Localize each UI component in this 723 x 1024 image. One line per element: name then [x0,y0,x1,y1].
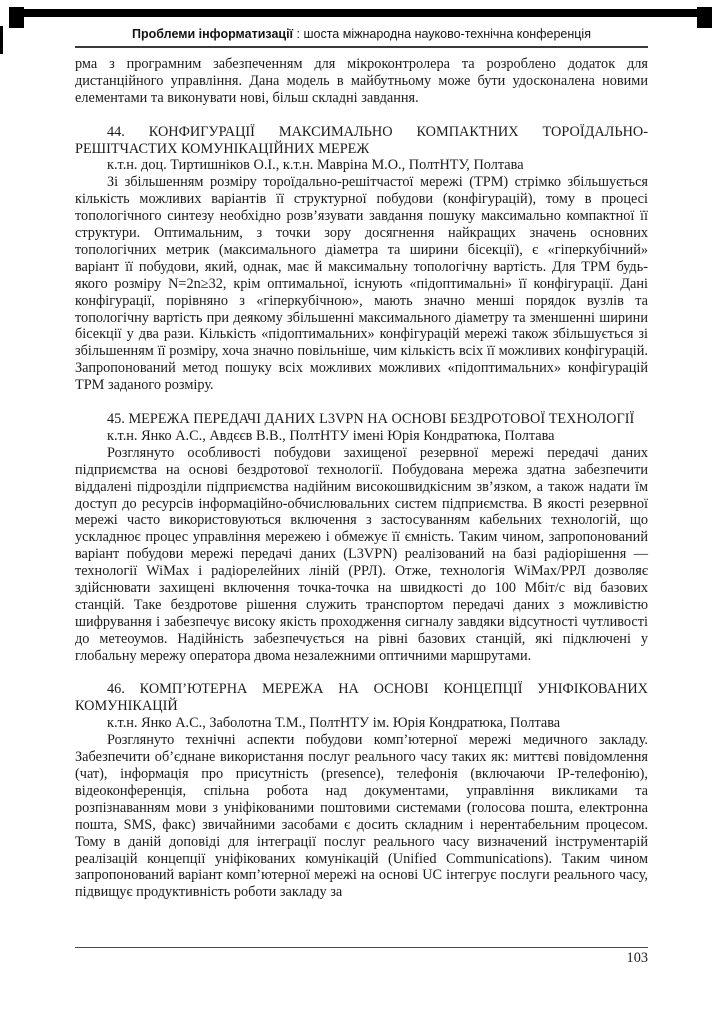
footer-rule [75,947,648,948]
section-46-authors: к.т.н. Янко А.С., Заболотна Т.М., ПолтНТУ ім. Юрія Кондратюка, Полтава [107,715,561,732]
header-rule [75,46,648,48]
section-44-authors: к.т.н. доц. Тиртишніков О.І., к.т.н. Мавріна М.О., ПолтНТУ, Полтава [107,157,524,174]
running-header-journal-title: Проблеми інформатизації [132,27,294,41]
abstract-section-46 [75,681,648,901]
scan-edge-top-bar [11,9,710,17]
running-header-conference-subtitle: : шоста міжнародна науково-технічна конференція [293,27,591,41]
running-header [75,27,648,42]
abstract-section-44 [75,124,648,395]
section-45-abstract: Розглянуто особливості побудови захищеної резервної мережі передачі даних підприємства на основі бездротової технології. Побудована мережа здатна забезпечити віддалені підрозділи підприємства надійним високошвидкісним зв’язком, а також надати їм доступ до ресурсів інформаційно-обчислювальних систем підприємства. В якості резервної мережі часто використовуються включення з застосуванням кабельних технологій, що ускладнює процес управління мережею і обмежує її ємність. Таким чином, запропонований варіант побудови мережі передачі даних (L3VPN) реалізований на базі радіорішення — технології WiMax і радіорелейних ліній (РРЛ). Отже, технологія WiMax/РРЛ дозволяє здійснювати захищені включення точка-точка на швидкості до 100 Мбіт/с від базових станцій. Таке бездротове рішення служить транспортом передачі даних з можливістю шифрування і забезпечує високу якість проходження сигналу завдяки відсутності чутливості до метеоумов. Надійність забезпечується на рівні базових станцій, які підключені у глобальну мережу оператора двома незалежними оптичними маршрутами. [75,444,648,664]
scan-edge-top-left-corner [9,7,24,28]
section-45-title: 45. МЕРЕЖА ПЕРЕДАЧІ ДАНИХ L3VPN НА ОСНОВІ БЕЗДРОТОВОЇ ТЕХНОЛОГІЇ [107,411,635,427]
page-body-text [75,56,648,901]
continuation-paragraph: рма з програмним забезпеченням для мікроконтролера та розроблено додаток для дистанційного управління. Дана модель в майбутньому може бути удосконалена новими елементами та виконувати нові, більш складні завдання. [75,56,648,106]
section-44-title: 44. КОНФИГУРАЦІЇ МАКСИМАЛЬНО КОМПАКТНИХ ТОРОЇДАЛЬНО-РЕШІТЧАСТИХ КОМУНІКАЦІЙНИХ МЕРЕЖ [75,123,648,157]
section-45-authors: к.т.н. Янко А.С., Авдєєв В.В., ПолтНТУ імені Юрія Кондратюка, Полтава [107,427,555,444]
abstract-section-45 [75,411,648,665]
section-46-title: 46. КОМП’ЮТЕРНА МЕРЕЖА НА ОСНОВІ КОНЦЕПЦІЇ УНІФІКОВАНИХ КОМУНІКАЦІЙ [75,681,648,715]
section-44-abstract: Зі збільшенням розміру тороїдально-решітчастої мережі (ТРМ) стрімко збільшується кількість можливих варіантів її структурної побудови (конфігурацій), тому в процесі топологічного синтезу необхідно розв’язувати завдання пошуку максимально компактної її структури. Оптимальним, з точки зору досягнення найкращих значень основних топологічних метрик (максимального діаметра та ширини бісекції), є «гіперкубічний» варіант її побудови, який, однак, має й максимальну топологічну вартість. Для ТРМ будь-якого розміру N=2n≥32, крім оптимальної, існують «підоптимальні» її конфігурації. Дані конфігурації, порівняно з «гіперкубічною», мають значно менші порядок вузлів та топологічну вартість при деякому збільшенні максимального діаметру та зменшенні ширини бісекції у два рази. Кількість «підоптимальних» конфігурацій мережі також збільшується зі збільшенням її розміру, хоча значно повільніше, чим кількість всіх її можливих конфігурацій. Запропонований метод пошуку всіх можливих можливих «підоптимальних» конфігурацій ТРМ заданого розміру. [75,174,648,394]
scan-edge-top-right-corner [697,7,712,28]
section-46-abstract: Розглянуто технічні аспекти побудови комп’ютерної мережі медичного закладу. Забезпечити об’єднане використання послуг реального часу таких як: миттєві повідомлення (чат), інформація про присутність (presence), телефонія (включаючи IP-телефонію), відеоконференція, спільна робота над документами, управління викликами та розпізнаванням мови з уніфікованими поштовими системами (голосова пошта, електронна пошта, SMS, факс) звичайними засобами є досить складним і нерентабельним процесом. Тому в даній доповіді для інтеграції послуг реального часу визначений інструментарій реалізацій концепції уніфікованих комунікацій (Unified Communications). Таким чином запропонований варіант комп’ютерної мережі на основі UC інтегрує послуги реального часу, підвищує продуктивність роботи закладу за [75,732,648,901]
scan-edge-left-strip [0,26,3,54]
page-number: 103 [626,950,648,966]
